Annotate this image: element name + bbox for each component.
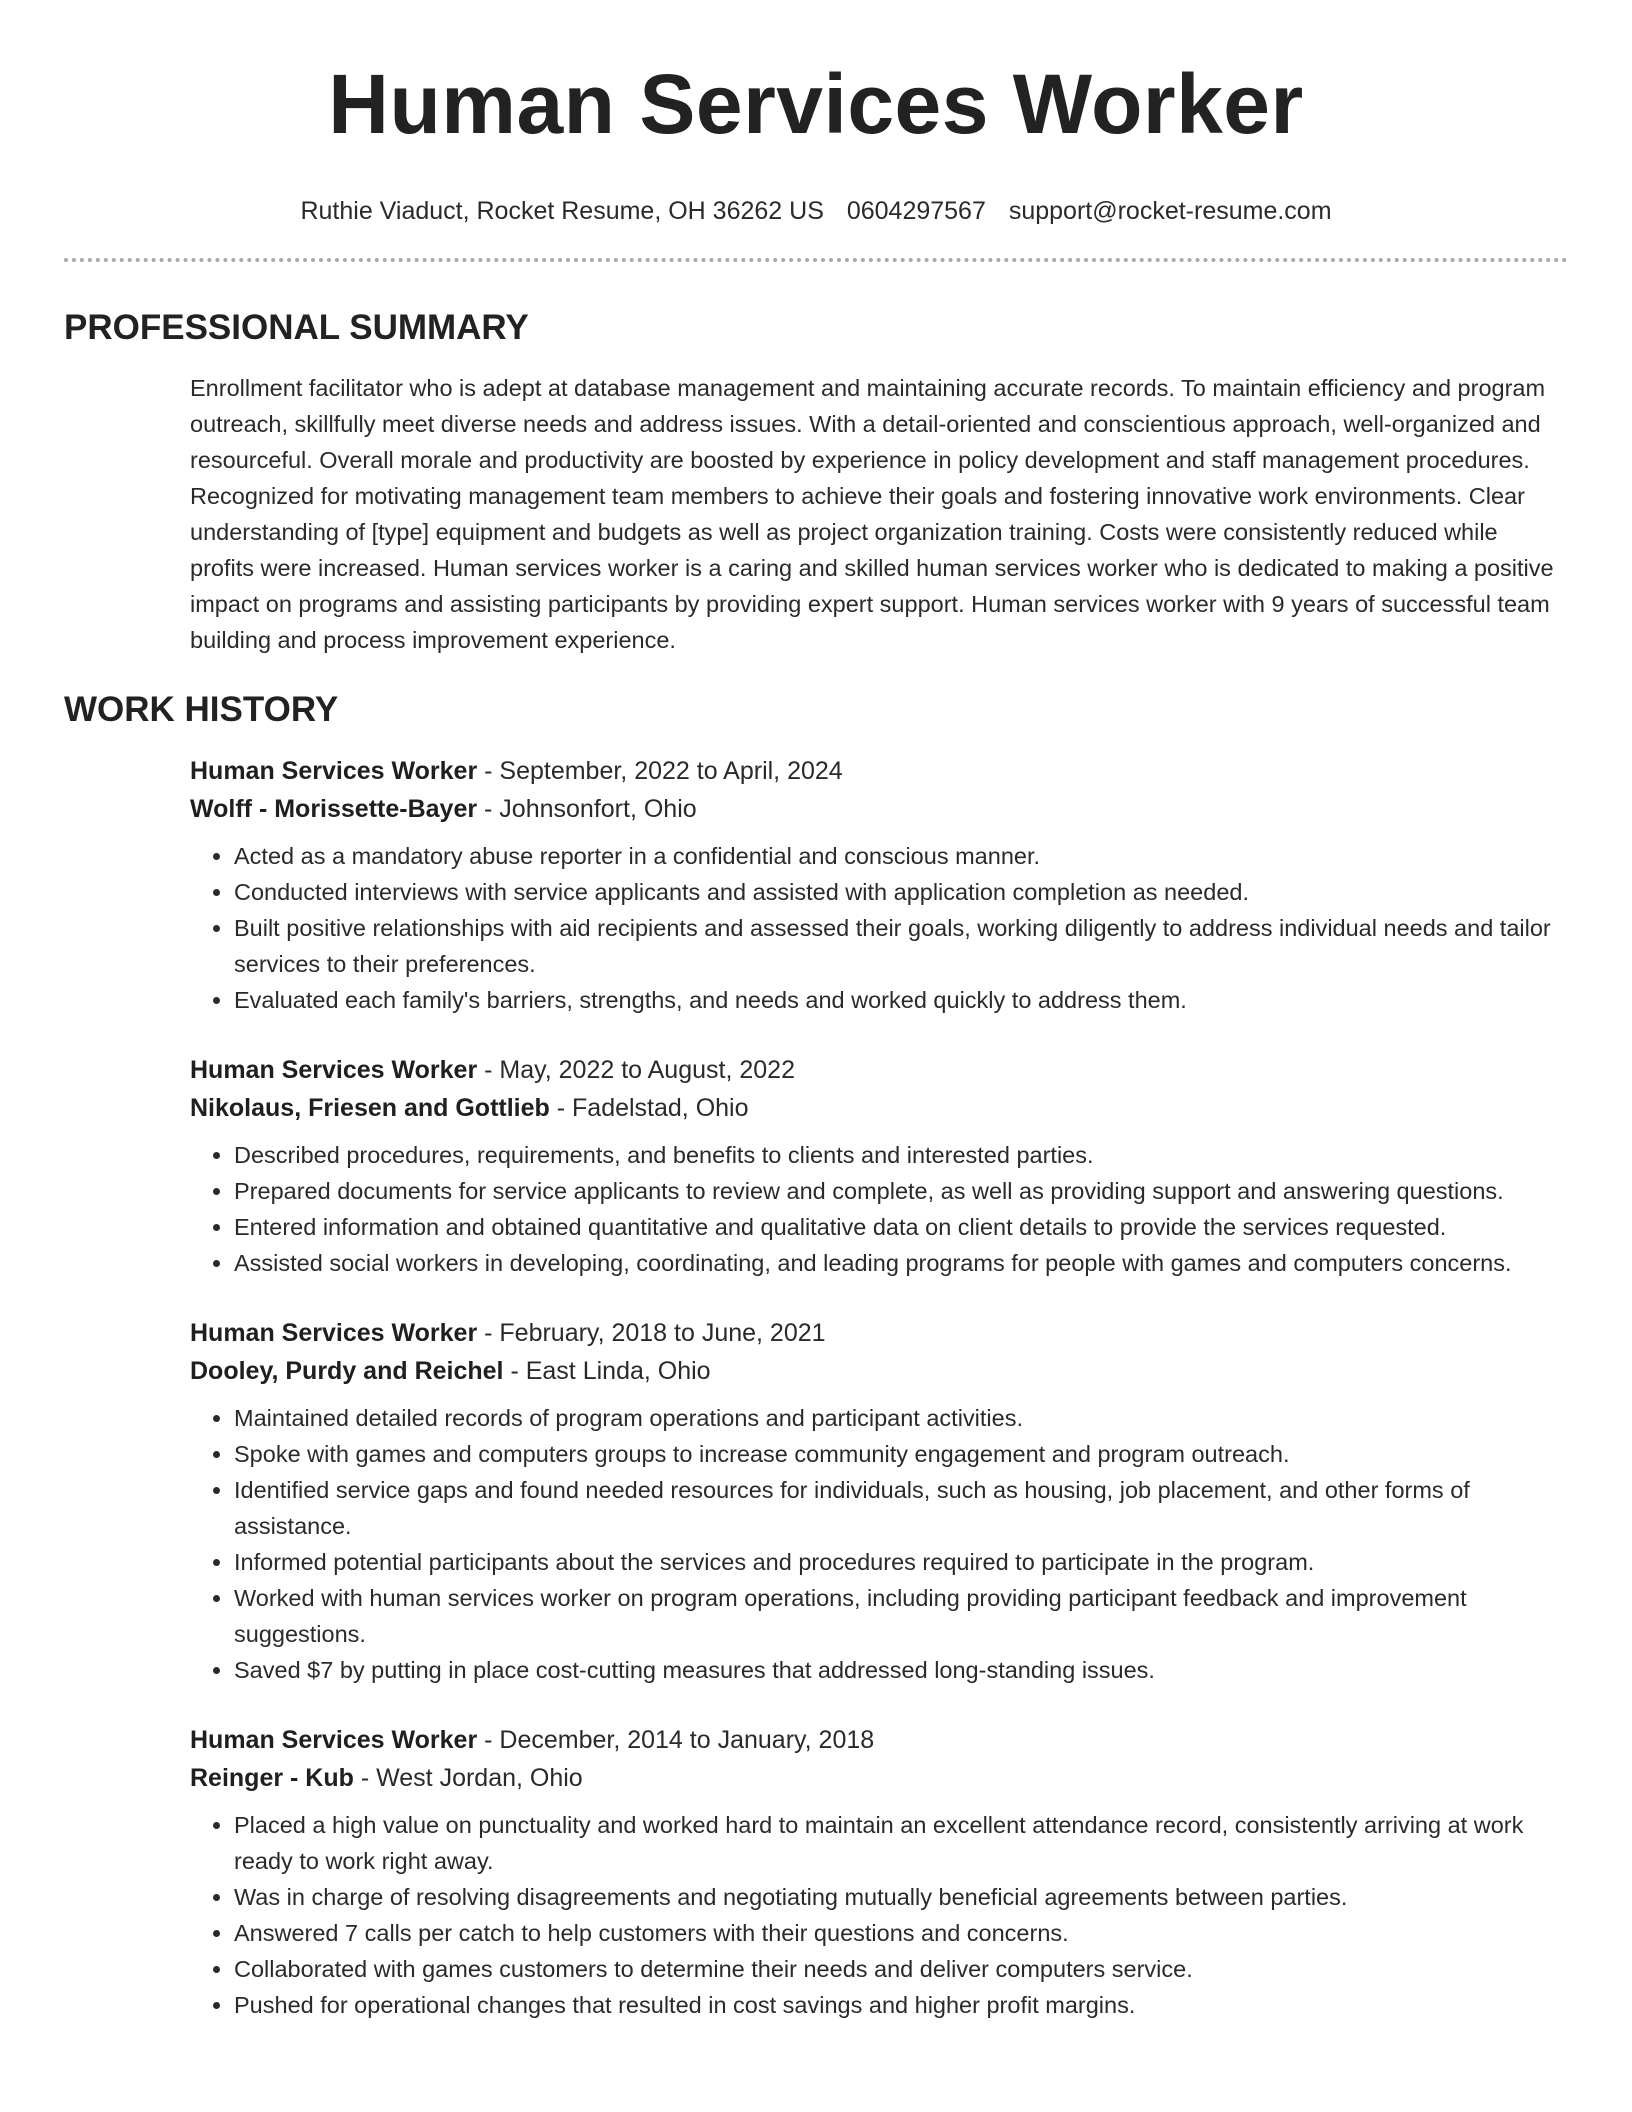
job-location: - West Jordan, Ohio — [353, 1764, 583, 1792]
job-company-line — [190, 1759, 1568, 1797]
job-entry — [190, 1721, 1568, 2023]
job-company-line — [190, 1352, 1568, 1390]
job-company: Dooley, Purdy and Reichel — [190, 1357, 504, 1385]
job-bullet: • Entered information and obtained quantitative and qualitative data on client details to provide the services requested. — [234, 1209, 1568, 1245]
job-bullet: • Built positive relationships with aid recipients and assessed their goals, working diligently to address individual needs and tailor services to their preferences. — [234, 910, 1568, 982]
job-dates: - December, 2014 to January, 2018 — [477, 1726, 875, 1754]
job-entry — [190, 1314, 1568, 1688]
section-title-summary: PROFESSIONAL SUMMARY — [64, 308, 529, 347]
job-list — [190, 752, 1568, 2023]
job-role: Human Services Worker — [190, 1726, 478, 1754]
job-bullet: • Prepared documents for service applicants to review and complete, as well as providing support and answering questions. — [234, 1173, 1568, 1209]
job-entry — [190, 752, 1568, 1018]
summary-text: Enrollment facilitator who is adept at database management and maintaining accurate records. To maintain efficiency and program outreach, skillfully meet diverse needs and address issues. With a detail-oriented and conscientious approach, well-organized and resourceful. Overall morale and productivity are boosted by experience in policy development and staff management procedures. Recognized for motivating management team members to achieve their goals and fostering innovative work environments. Clear understanding of [type] equipment and budgets as well as project organization training. Costs were consistently reduced while profits were increased. Human services worker is a caring and skilled human services worker who is dedicated to making a positive impact on programs and assisting participants by providing expert support. Human services worker with 9 years of successful team building and process improvement experience. — [190, 375, 1554, 653]
job-bullet: • Conducted interviews with service applicants and assisted with application completion as needed. — [234, 874, 1568, 910]
job-bullet: • Worked with human services worker on program operations, including providing participant feedback and improvement suggestions. — [234, 1580, 1568, 1652]
job-bullet: • Saved $7 by putting in place cost-cutting measures that addressed long-standing issues. — [234, 1652, 1568, 1688]
job-dates: - September, 2022 to April, 2024 — [477, 757, 843, 785]
job-bullet: • Acted as a mandatory abuse reporter in a confidential and conscious manner. — [234, 838, 1568, 874]
job-bullets — [190, 1400, 1568, 1688]
job-bullet: • Placed a high value on punctuality and worked hard to maintain an excellent attendance record, consistently arriving at work ready to work right away. — [234, 1807, 1568, 1879]
job-title-line — [190, 752, 1568, 790]
job-entry — [190, 1051, 1568, 1281]
job-location: - Johnsonfort, Ohio — [477, 795, 697, 823]
contact-phone: 0604297567 — [846, 197, 986, 225]
job-bullet: • Pushed for operational changes that resulted in cost savings and higher profit margins. — [234, 1987, 1568, 2023]
job-bullet: • Evaluated each family's barriers, strengths, and needs and worked quickly to address them. — [234, 982, 1568, 1018]
job-dates: - May, 2022 to August, 2022 — [477, 1056, 795, 1084]
contact-address: Ruthie Viaduct, Rocket Resume, OH 36262 US — [300, 197, 824, 225]
contact-email: support@rocket-resume.com — [1008, 197, 1332, 225]
job-bullet: • Informed potential participants about the services and procedures required to participate in the program. — [234, 1544, 1568, 1580]
job-title-line — [190, 1051, 1568, 1089]
professional-summary-section — [64, 306, 1568, 658]
job-bullets — [190, 838, 1568, 1018]
work-history-section — [64, 688, 1568, 2023]
job-location: - East Linda, Ohio — [503, 1357, 711, 1385]
job-bullet: • Answered 7 calls per catch to help customers with their questions and concerns. — [234, 1915, 1568, 1951]
job-bullet: • Was in charge of resolving disagreements and negotiating mutually beneficial agreements between parties. — [234, 1879, 1568, 1915]
job-company: Nikolaus, Friesen and Gottlieb — [190, 1094, 550, 1122]
job-role: Human Services Worker — [190, 1319, 478, 1347]
job-title-line — [190, 1314, 1568, 1352]
job-company-line — [190, 790, 1568, 828]
job-bullet: • Identified service gaps and found needed resources for individuals, such as housing, job placement, and other forms of assistance. — [234, 1472, 1568, 1544]
contact-line — [64, 194, 1568, 228]
resume-page — [64, 0, 1568, 2023]
job-role: Human Services Worker — [190, 757, 478, 785]
job-bullet: • Collaborated with games customers to determine their needs and deliver computers service. — [234, 1951, 1568, 1987]
section-title-work-history: WORK HISTORY — [64, 690, 339, 729]
header-divider — [64, 258, 1568, 262]
job-bullet: • Spoke with games and computers groups to increase community engagement and program outreach. — [234, 1436, 1568, 1472]
job-company: Reinger - Kub — [190, 1764, 354, 1792]
job-dates: - February, 2018 to June, 2021 — [477, 1319, 826, 1347]
job-location: - Fadelstad, Ohio — [549, 1094, 749, 1122]
job-bullets — [190, 1137, 1568, 1281]
job-bullet: • Described procedures, requirements, and benefits to clients and interested parties. — [234, 1137, 1568, 1173]
job-title-line — [190, 1721, 1568, 1759]
page-title: Human Services Worker — [328, 57, 1304, 151]
job-role: Human Services Worker — [190, 1056, 478, 1084]
job-bullet: • Assisted social workers in developing, coordinating, and leading programs for people with games and computers concerns. — [234, 1245, 1568, 1281]
job-bullets — [190, 1807, 1568, 2023]
job-company-line — [190, 1089, 1568, 1127]
job-company: Wolff - Morissette-Bayer — [190, 795, 478, 823]
job-bullet: • Maintained detailed records of program operations and participant activities. — [234, 1400, 1568, 1436]
